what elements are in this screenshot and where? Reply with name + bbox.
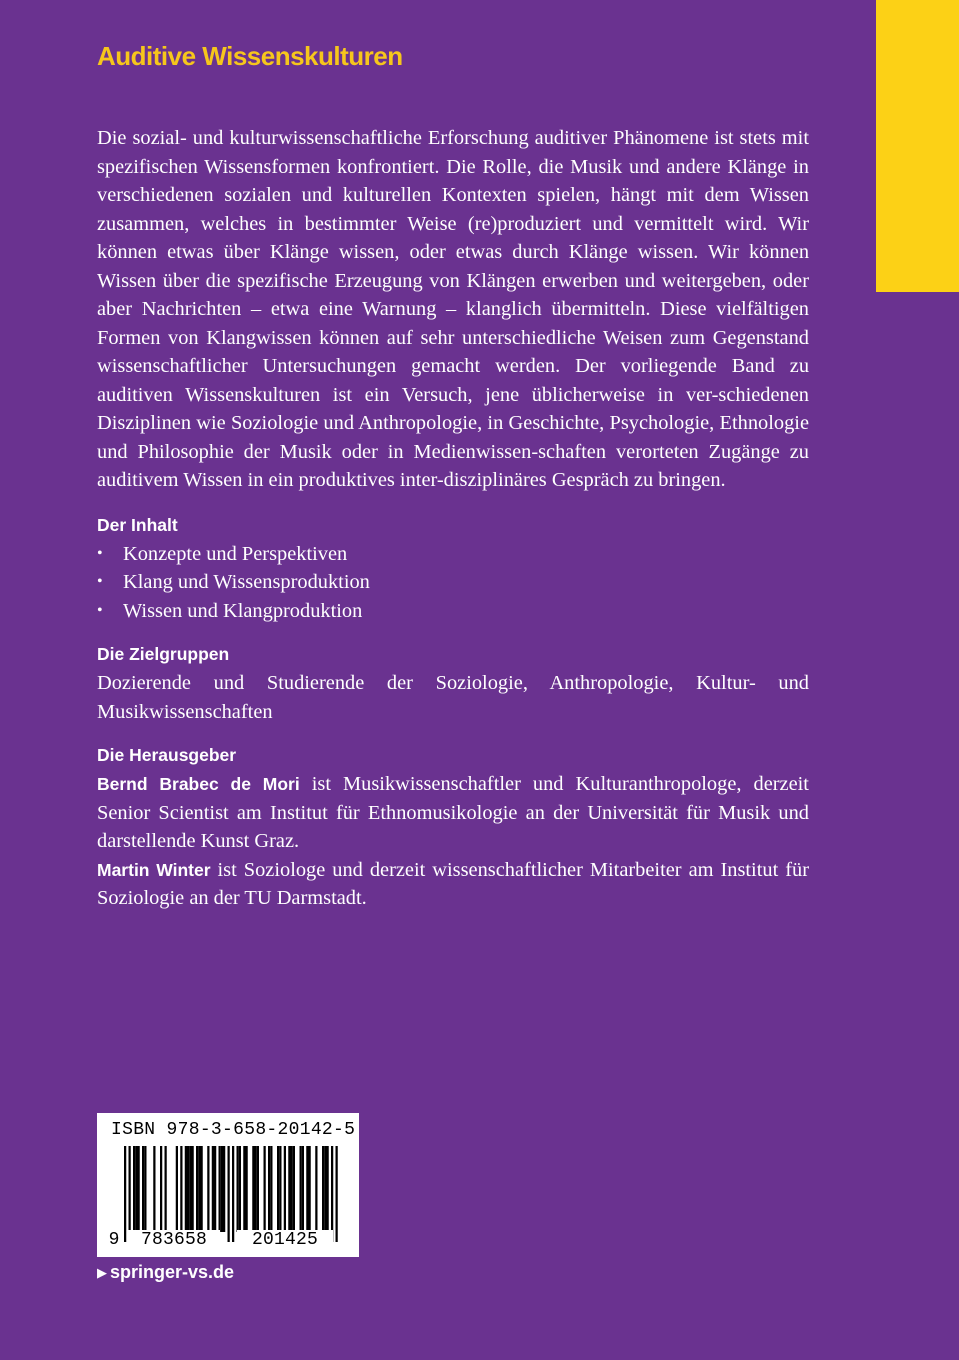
contents-list <box>97 540 809 626</box>
blurb-line: (re)produziert und vermittelt wird. Wir können etwas über Klänge wissen, <box>97 212 810 263</box>
barcode-digits <box>97 1230 359 1252</box>
barcode-bar <box>129 1146 131 1242</box>
barcode-bar <box>315 1146 317 1232</box>
barcode-bar <box>327 1146 329 1232</box>
bullet-icon: • <box>97 573 103 590</box>
barcode-bar <box>189 1146 191 1232</box>
barcode-bar <box>322 1146 324 1232</box>
barcode-bar <box>232 1146 234 1242</box>
contents-item <box>97 568 809 597</box>
editor-bio-text: ist Soziologe und derzeit wissenschaftlicher Mitarbeiter am Institut für Soziologie an der TU Darmstadt. <box>97 858 809 909</box>
barcode-bar <box>124 1146 126 1242</box>
barcode-left-digits: 783658 <box>128 1230 220 1250</box>
barcode-bar <box>176 1146 178 1232</box>
editors-heading: Die Herausgeber <box>97 745 237 765</box>
editor-name: Bernd Brabec de Mori <box>97 774 300 794</box>
editor-bio <box>97 770 809 856</box>
contents-item-label: Konzepte und Perspektiven <box>123 542 348 565</box>
barcode-bar <box>324 1146 326 1232</box>
isbn-label: ISBN 978-3-658-20142-5 <box>111 1120 356 1140</box>
publisher-url: springer-vs.de <box>110 1262 235 1282</box>
barcode-bar <box>219 1146 221 1232</box>
blurb-line: disziplinäres Gespräch zu bringen. <box>443 469 726 491</box>
barcode-bar <box>223 1146 225 1232</box>
blurb-line: und andere Klänge in verschiedenen sozialen und kulturellen Kontexten <box>97 155 809 206</box>
publisher-link[interactable] <box>97 1262 234 1283</box>
yellow-accent-tab <box>876 0 959 292</box>
barcode-bar <box>214 1146 216 1232</box>
barcode-bar <box>212 1146 214 1232</box>
barcode-right-digits: 201425 <box>237 1230 333 1250</box>
blurb-line: schiedenen Disziplinen wie Soziologie und Anthropologie, in Geschichte, <box>97 383 809 434</box>
bullet-icon: • <box>97 544 103 562</box>
barcode-bar <box>252 1146 254 1232</box>
barcode-bar <box>279 1146 281 1232</box>
barcode-bar <box>288 1146 290 1232</box>
barcode-bar <box>302 1146 304 1232</box>
blurb-line: ist stets mit spezifischen Wissensformen konfrontiert. Die Rolle, die Musik <box>97 127 809 178</box>
barcode-bar <box>306 1146 308 1232</box>
barcode-bar <box>268 1146 270 1232</box>
blurb-line: Erzeugung von Klängen erwerben und weitergeben, oder aber Nachrichten – <box>97 269 809 320</box>
blurb-line: schaften verorteten Zugänge zu auditivem Wissen in ein produktives inter- <box>97 440 809 491</box>
editor-name: Martin Winter <box>97 859 211 880</box>
barcode-bar <box>185 1146 187 1232</box>
blurb-line: Psychologie, Ethnologie und Philosophie der Musik oder in Medienwissen- <box>97 412 809 463</box>
barcode-first-digit: 9 <box>108 1230 120 1250</box>
barcode-bar <box>331 1146 333 1242</box>
barcode-bar <box>144 1146 146 1232</box>
barcode-bar <box>277 1146 279 1232</box>
barcode-bar <box>187 1146 189 1232</box>
blurb-line: zu auditiven Wissenskulturen ist ein Versuch, jene üblicherweise in ver- <box>97 355 810 406</box>
barcode-bar <box>201 1146 203 1232</box>
barcode-bar <box>284 1146 286 1232</box>
barcode-bar <box>309 1146 311 1232</box>
barcode-bar <box>192 1146 194 1232</box>
barcode-bar <box>255 1146 257 1232</box>
blurb-line: etwa eine Warnung – klanglich übermitteln. Diese vielfältigen Formen von <box>97 298 809 349</box>
contents-item-label: Wissen und Klangproduktion <box>123 599 363 622</box>
audience-text: Dozierende und Studierende der Soziologie, Anthropologie, Kultur- und Musikwissenschaften <box>97 672 809 723</box>
barcode-bar <box>198 1146 200 1232</box>
blurb-line: spielen, hängt mit dem Wissen zusammen, welches in bestimmter Weise <box>97 184 809 235</box>
isbn-barcode <box>97 1113 359 1257</box>
arrow-right-icon: ▶ <box>97 1265 107 1280</box>
contents-item-label: Klang und Wissensproduktion <box>123 571 370 593</box>
blurb-line: Klangwissen können auf sehr unterschiedliche Weisen zum Gegenstand <box>206 326 809 349</box>
barcode-bar <box>180 1146 182 1232</box>
barcode-bar <box>153 1146 155 1232</box>
barcode-bar <box>133 1146 135 1232</box>
barcode-bar <box>257 1146 259 1232</box>
barcode-bar <box>237 1146 239 1232</box>
barcode-bar <box>135 1146 137 1232</box>
barcode-bar <box>221 1146 223 1232</box>
contents-heading: Der Inhalt <box>97 514 178 535</box>
barcode-bar <box>243 1146 245 1232</box>
barcode-bar <box>246 1146 248 1232</box>
editor-bio <box>97 856 809 913</box>
series-title: Auditive Wissenskulturen <box>97 41 403 71</box>
barcode-bar <box>165 1146 167 1232</box>
barcode-bar <box>336 1146 338 1242</box>
blurb-line: oder etwas durch Klänge wissen. Wir können Wissen über die spezifische <box>97 241 810 292</box>
barcode-bar <box>293 1146 295 1232</box>
barcode-bar <box>138 1146 140 1232</box>
blurb-line: Die sozial- und kulturwissenschaftliche Erforschung auditiver Phänomene <box>97 127 709 149</box>
back-cover-text <box>97 124 809 913</box>
barcode-bar <box>264 1146 266 1232</box>
blurb-line: wissenschaftlicher Untersuchungen gemacht werden. Der vorliegende Band <box>97 355 775 377</box>
barcode-bar <box>160 1146 162 1232</box>
editor-bio-text: ist Musikwissenschaftler und Kulturanthropologe, derzeit Senior Scientist am Institut für Ethnomusikologie an der Universität für Musik und darstellende Kunst Graz. <box>97 773 809 852</box>
barcode-bar <box>228 1146 230 1242</box>
contents-item <box>97 597 809 626</box>
audience-heading: Die Zielgruppen <box>97 644 230 664</box>
barcode-bar <box>142 1146 144 1232</box>
barcode-bar <box>300 1146 302 1232</box>
barcode-bar <box>239 1146 241 1232</box>
barcode-bar <box>270 1146 272 1232</box>
bullet-icon: • <box>97 601 103 619</box>
barcode-bar <box>196 1146 198 1232</box>
contents-item <box>97 540 809 569</box>
barcode-bar <box>291 1146 293 1232</box>
blurb-paragraph <box>97 124 809 495</box>
barcode-bar <box>207 1146 209 1232</box>
